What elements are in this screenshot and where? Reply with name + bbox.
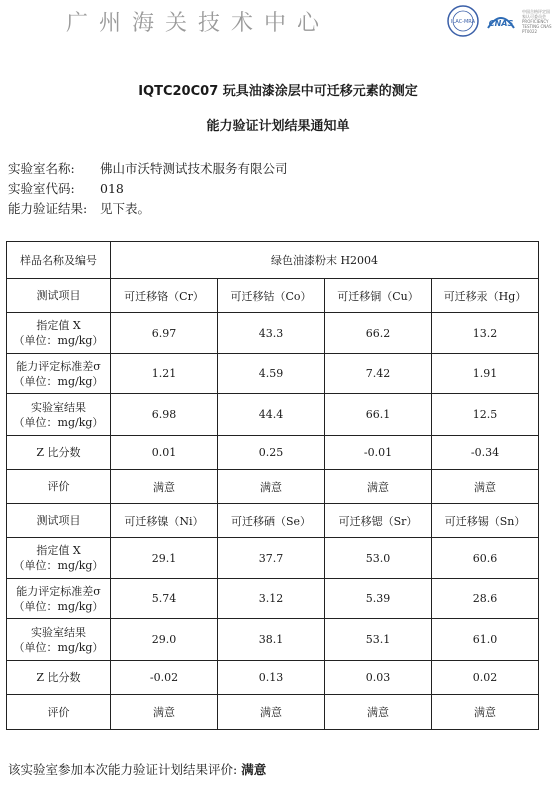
row-label-line: 实验室结果 xyxy=(31,400,86,414)
table-cell: 1.21 xyxy=(111,354,218,394)
table-cell: 13.2 xyxy=(432,313,539,354)
table-cell: 满意 xyxy=(432,695,539,730)
pt-result-row xyxy=(8,199,288,219)
row-label-line: 能力评定标准差σ xyxy=(16,584,101,598)
conclusion-result: 满意 xyxy=(241,762,267,777)
sample-row xyxy=(7,242,539,279)
test-item-label: 测试项目 xyxy=(7,279,111,313)
table-row xyxy=(7,538,539,579)
test-item-row xyxy=(7,279,539,313)
table-cell: 6.98 xyxy=(111,394,218,436)
table-cell: 0.25 xyxy=(218,436,325,470)
table-cell: 12.5 xyxy=(432,394,539,436)
lab-info xyxy=(8,159,288,219)
row-label-line: 评价 xyxy=(47,480,70,493)
lab-name-row xyxy=(8,159,288,179)
table-cell: 29.0 xyxy=(111,619,218,661)
row-label-line: Z 比分数 xyxy=(36,446,81,459)
test-item-name: 可迁移镍（Ni） xyxy=(111,504,218,538)
sample-value: 绿色油漆粉末 H2004 xyxy=(111,242,539,279)
letterhead xyxy=(0,0,556,48)
table-cell: 37.7 xyxy=(218,538,325,579)
row-label-line: （单位：mg/kg） xyxy=(13,334,104,347)
table-cell: 0.01 xyxy=(111,436,218,470)
ilac-logo-text: ILAC-MRA xyxy=(450,19,476,25)
pt-result-label: 能力验证结果: xyxy=(8,201,88,216)
cnas-logo-text: CNAS xyxy=(488,19,514,28)
table-cell: 44.4 xyxy=(218,394,325,436)
row-label-line: 评价 xyxy=(47,705,70,719)
document-subtitle: 能力验证计划结果通知单 xyxy=(206,119,350,134)
lab-code-row xyxy=(8,179,288,199)
table-row xyxy=(7,579,539,619)
table-cell: 60.6 xyxy=(432,538,539,579)
row-label-line: （单位：mg/kg） xyxy=(13,599,104,613)
row-label xyxy=(7,661,111,695)
table-row xyxy=(7,394,539,436)
table-row xyxy=(7,436,539,470)
test-item-name: 可迁移汞（Hg） xyxy=(432,279,539,313)
table-cell: 66.1 xyxy=(325,394,432,436)
table-cell: 28.6 xyxy=(432,579,539,619)
table-cell: 38.1 xyxy=(218,619,325,661)
table-cell: -0.01 xyxy=(325,436,432,470)
conclusion xyxy=(8,760,266,778)
table-cell: 53.0 xyxy=(325,538,432,579)
table-row xyxy=(7,695,539,730)
table-row xyxy=(7,661,539,695)
document-title: IQTC20C07 玩具油漆涂层中可迁移元素的测定 xyxy=(138,84,418,99)
table-cell: -0.02 xyxy=(111,661,218,695)
table-cell: 1.91 xyxy=(432,354,539,394)
cnas-caption: 中国合格评定国家认可委员会 PROFICIENCY TESTING CNAS PT0022 xyxy=(522,8,552,34)
table-cell: 0.02 xyxy=(432,661,539,695)
row-label-line: 指定值 X xyxy=(36,544,81,557)
table-cell: 满意 xyxy=(432,470,539,504)
test-item-name: 可迁移铬（Cr） xyxy=(111,279,218,313)
row-label-line: 实验室结果 xyxy=(31,625,86,639)
ilac-mra-logo-icon xyxy=(446,4,480,38)
conclusion-text: 该实验室参加本次能力验证计划结果评价: xyxy=(8,762,238,777)
table-cell: -0.34 xyxy=(432,436,539,470)
table-cell: 43.3 xyxy=(218,313,325,354)
lab-code-value: 018 xyxy=(100,181,124,196)
results-table xyxy=(6,241,539,730)
table-cell: 61.0 xyxy=(432,619,539,661)
table-cell: 29.1 xyxy=(111,538,218,579)
test-item-row xyxy=(7,504,539,538)
row-label-line: 能力评定标准差σ xyxy=(16,359,101,373)
table-cell: 满意 xyxy=(325,695,432,730)
row-label-line: （单位：mg/kg） xyxy=(13,374,104,388)
table-cell: 0.03 xyxy=(325,661,432,695)
table-cell: 满意 xyxy=(325,470,432,504)
row-label-line: （单位：mg/kg） xyxy=(13,415,104,429)
row-label xyxy=(7,538,111,579)
test-item-name: 可迁移硒（Se） xyxy=(218,504,325,538)
table-row xyxy=(7,619,539,661)
row-label-line: Z 比分数 xyxy=(36,671,81,684)
accreditation-logos xyxy=(446,4,552,38)
table-cell: 0.13 xyxy=(218,661,325,695)
row-label xyxy=(7,354,111,394)
table-cell: 满意 xyxy=(111,695,218,730)
row-label xyxy=(7,579,111,619)
sample-label: 样品名称及编号 xyxy=(7,242,111,279)
table-row xyxy=(7,470,539,504)
table-cell: 7.42 xyxy=(325,354,432,394)
table-cell: 5.74 xyxy=(111,579,218,619)
lab-name-label: 实验室名称: xyxy=(8,161,75,176)
table-cell: 满意 xyxy=(111,470,218,504)
pt-result-value: 见下表。 xyxy=(100,201,151,216)
row-label-line: （单位：mg/kg） xyxy=(13,559,104,572)
table-cell: 53.1 xyxy=(325,619,432,661)
table-cell: 满意 xyxy=(218,695,325,730)
row-label-line: （单位：mg/kg） xyxy=(13,640,104,654)
lab-name-value: 佛山市沃特测试技术服务有限公司 xyxy=(100,161,288,176)
row-label xyxy=(7,695,111,730)
test-item-name: 可迁移锶（Sr） xyxy=(325,504,432,538)
table-cell: 3.12 xyxy=(218,579,325,619)
table-cell: 4.59 xyxy=(218,354,325,394)
row-label xyxy=(7,394,111,436)
table-cell: 6.97 xyxy=(111,313,218,354)
table-row xyxy=(7,313,539,354)
test-item-name: 可迁移锡（Sn） xyxy=(432,504,539,538)
test-item-label: 测试项目 xyxy=(7,504,111,538)
lab-code-label: 实验室代码: xyxy=(8,181,75,196)
organization-name: 广州海关技术中心 xyxy=(66,11,331,36)
row-label xyxy=(7,619,111,661)
cnas-logo-icon xyxy=(484,6,518,36)
table-cell: 66.2 xyxy=(325,313,432,354)
table-cell: 5.39 xyxy=(325,579,432,619)
test-item-name: 可迁移铜（Cu） xyxy=(325,279,432,313)
row-label xyxy=(7,470,111,504)
row-label xyxy=(7,313,111,354)
row-label-line: 指定值 X xyxy=(36,319,81,332)
test-item-name: 可迁移钴（Co） xyxy=(218,279,325,313)
table-row xyxy=(7,354,539,394)
table-cell: 满意 xyxy=(218,470,325,504)
row-label xyxy=(7,436,111,470)
